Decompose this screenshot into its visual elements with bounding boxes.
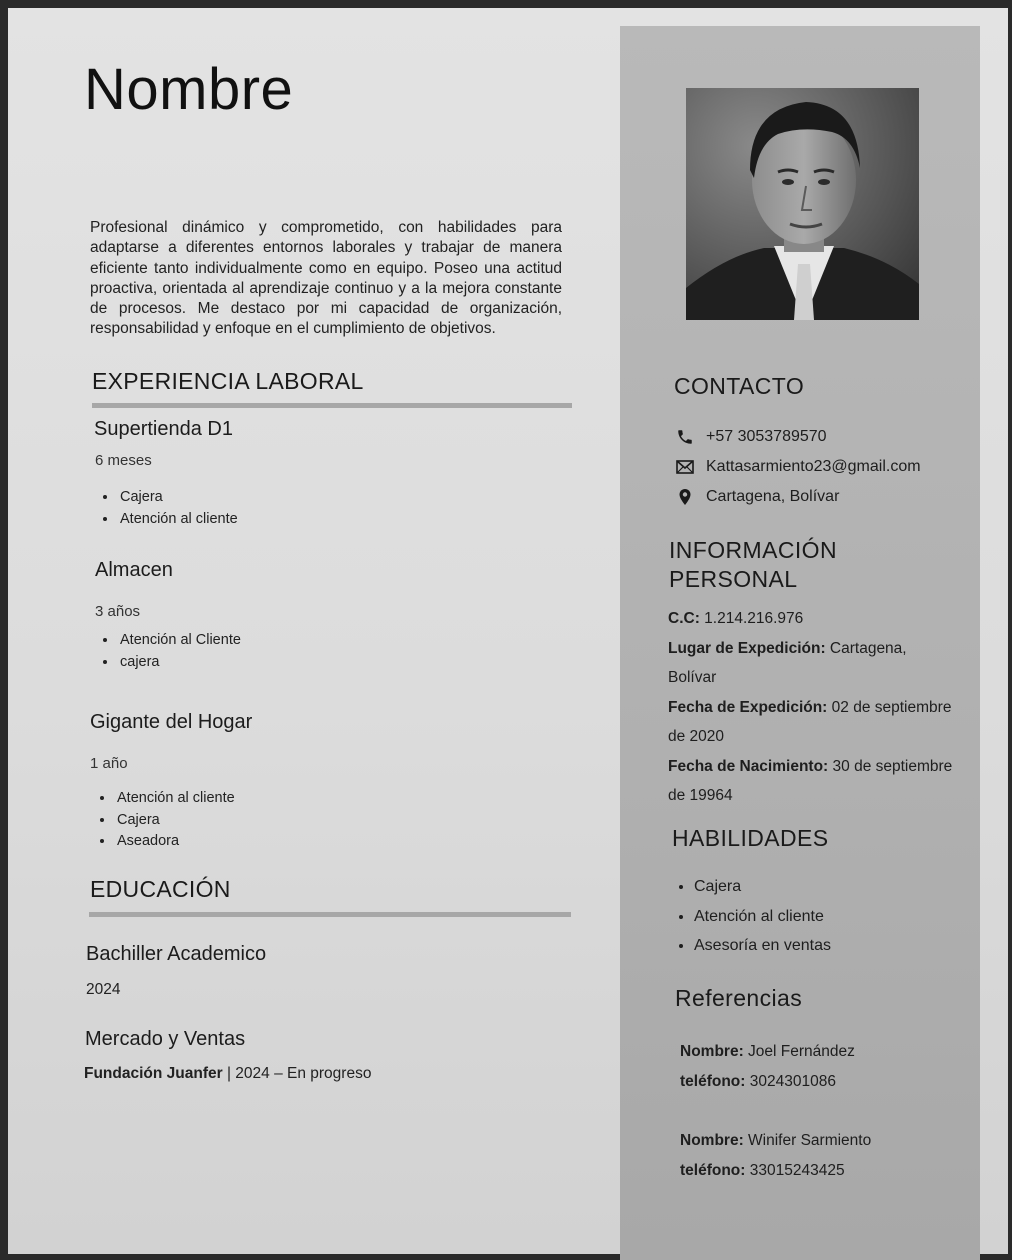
education-title: Mercado y Ventas (85, 1028, 246, 1050)
education-status: | 2024 – En progreso (222, 1065, 372, 1082)
id-label: C.C: (668, 610, 700, 627)
education-heading: EDUCACIÓN (90, 876, 231, 902)
job-duration: 6 meses (95, 452, 152, 469)
envelope-icon (674, 458, 696, 476)
personal-heading-line-2: PERSONAL (669, 566, 798, 592)
profile-photo (686, 88, 919, 320)
job-duration: 3 años (95, 603, 141, 620)
contact-heading: CONTACTO (674, 373, 805, 399)
personal-heading-line-1: INFORMACIÓN (669, 537, 837, 563)
reference-phone-label: teléfono: (680, 1072, 746, 1090)
job-title: Gigante del Hogar (90, 711, 253, 733)
education-institution: Fundación Juanfer (84, 1065, 223, 1082)
job-tasks (94, 630, 241, 673)
reference-phone (680, 1067, 855, 1097)
job-title: Supertienda D1 (94, 418, 233, 440)
reference-phone (680, 1156, 871, 1186)
list-item: • cajera (118, 652, 241, 674)
personal-info-heading (669, 536, 837, 594)
list-item: • Atención al Cliente (118, 630, 241, 652)
birth-date-value: 30 de septiembre de 19964 (668, 757, 953, 804)
education-detail (84, 1065, 371, 1083)
reference-name-value: Joel Fernández (743, 1043, 855, 1060)
reference-name (680, 1037, 855, 1067)
list-item: • Atención al cliente (118, 509, 238, 531)
id-number (668, 604, 958, 634)
candidate-name: Nombre (84, 57, 294, 122)
id-value: 1.214.216.976 (699, 610, 804, 627)
email-address: Kattasarmiento23@gmail.com (706, 458, 921, 475)
reference-entry (680, 1126, 871, 1185)
education-title: Bachiller Academico (86, 943, 267, 965)
education-year: 2024 (86, 981, 121, 998)
reference-phone-value: 33015243425 (745, 1161, 845, 1179)
job-duration: 1 año (90, 755, 128, 772)
reference-name (680, 1126, 871, 1156)
list-item: • Aseadora (115, 831, 235, 853)
job-title: Almacen (95, 559, 173, 581)
birth-date (668, 752, 958, 811)
list-item: • Cajera (118, 487, 238, 509)
issue-date-label: Fecha de Expedición: (668, 698, 828, 716)
reference-entry (680, 1037, 855, 1096)
list-item: • Cajera (115, 810, 235, 832)
phone-number: +57 3053789570 (706, 428, 827, 445)
location-text: Cartagena, Bolívar (706, 488, 840, 505)
list-item: • Asesoría en ventas (694, 931, 831, 961)
map-pin-icon (674, 488, 696, 506)
reference-phone-value: 3024301086 (745, 1072, 836, 1090)
skills-heading: HABILIDADES (672, 825, 829, 851)
issue-place (668, 634, 958, 693)
references-heading: Referencias (675, 985, 803, 1011)
contact-location (674, 488, 839, 506)
list-item: • Atención al cliente (115, 788, 235, 810)
skills-list (670, 872, 831, 961)
birth-date-label: Fecha de Nacimiento: (668, 757, 829, 775)
profile-summary: Profesional dinámico y comprometido, con habilidades para adaptarse a diferentes entornos laborales y trabajar de manera eficiente tanto individualmente como en equipo. Poseo una actitud proactiva, orientada al aprendizaje continuo y a la mejora constante de procesos. Me destaco por mi capacidad de organización, responsabilidad y enfoque en el cumplimiento de objetivos. (90, 219, 562, 338)
phone-icon (674, 428, 696, 446)
contact-phone (674, 428, 827, 446)
reference-name-label: Nombre: (680, 1132, 744, 1149)
experience-heading: EXPERIENCIA LABORAL (92, 368, 364, 394)
list-item: • Cajera (694, 872, 831, 902)
issue-place-label: Lugar de Expedición: (668, 639, 826, 657)
experience-divider (92, 403, 572, 408)
personal-info (668, 604, 958, 811)
reference-phone-label: teléfono: (680, 1161, 746, 1179)
list-item: • Atención al cliente (694, 902, 831, 932)
education-divider (89, 912, 571, 917)
issue-date (668, 693, 958, 752)
job-tasks (91, 788, 235, 853)
reference-name-label: Nombre: (680, 1043, 744, 1060)
job-tasks (94, 487, 238, 530)
reference-name-value: Winifer Sarmiento (743, 1132, 872, 1149)
contact-email (674, 458, 921, 476)
issue-place-value: Cartagena, Bolívar (668, 639, 907, 686)
issue-date-value: 02 de septiembre de 2020 (668, 698, 952, 745)
